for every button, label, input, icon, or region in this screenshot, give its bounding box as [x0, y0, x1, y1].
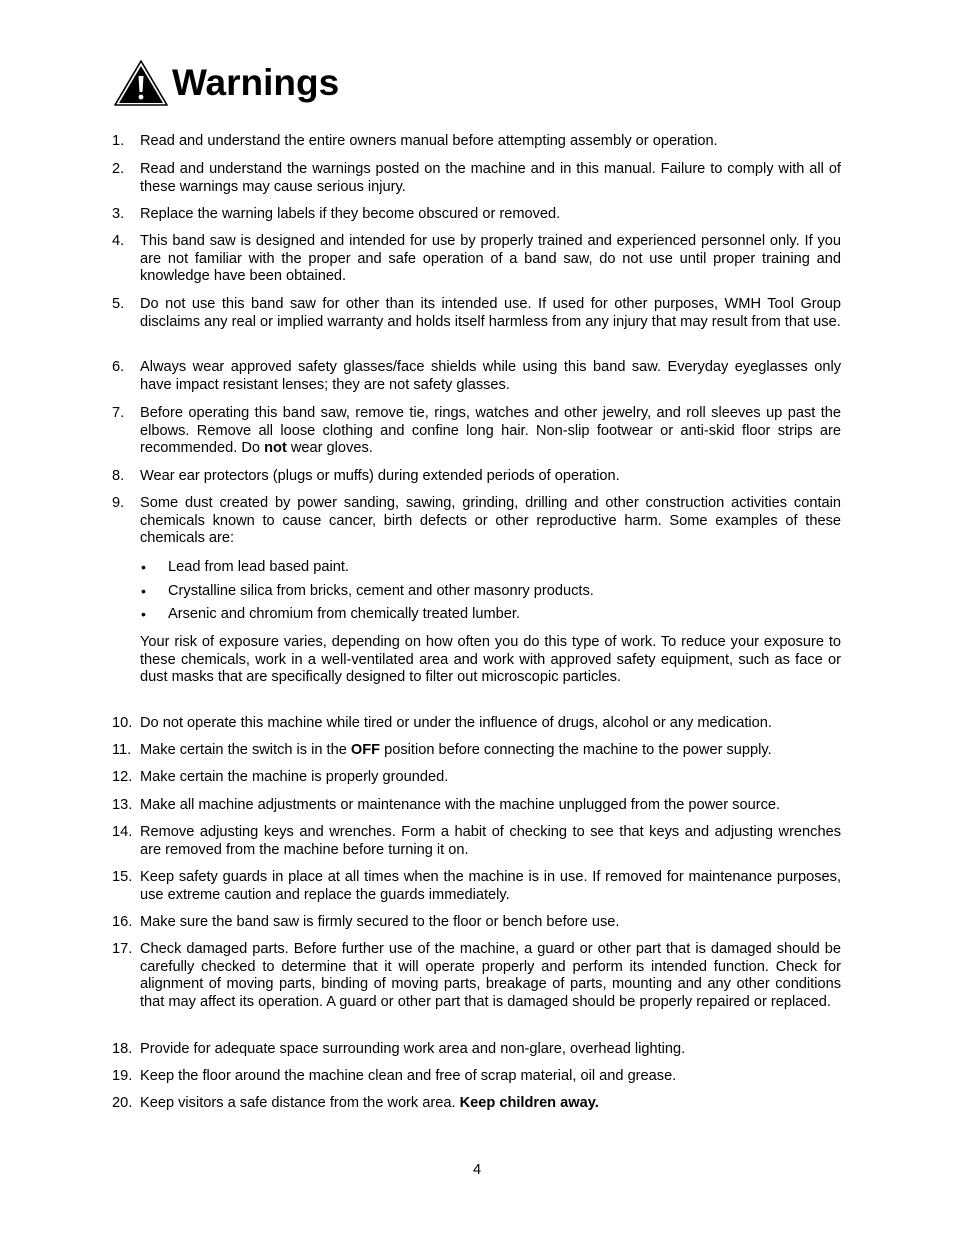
item-number: 4. [112, 233, 125, 249]
item-text-part: Keep visitors a safe distance from the work area. [140, 1095, 460, 1111]
item-number: 6. [112, 359, 125, 375]
item-text: Do not use this band saw for other than its intended use. If used for other purposes, WMH Tool Group disclaims any real or implied warranty and holds itself harmless from any injury that may result from that use. [140, 296, 841, 330]
bullet-icon: • [141, 559, 146, 575]
page-title: Warnings [172, 62, 340, 103]
warning-triangle-icon [114, 58, 170, 108]
item-text: This band saw is designed and intended for use by properly trained and experienced personnel only. If you are not familiar with the proper and safe operation of a band saw, do not use until proper training and knowledge have been obtained. [140, 233, 841, 285]
item-text [140, 1095, 841, 1113]
item-text-bold: Keep children away. [459, 1095, 599, 1111]
item-text: Read and understand the warnings posted on the machine and in this manual. Failure to comply with all of these warnings may cause serious injury. [140, 161, 841, 195]
item-number: 11. [112, 742, 132, 758]
item-number: 1. [112, 133, 125, 149]
item-number: 7. [112, 405, 125, 421]
item-text-part: position before connecting the machine to the power supply. [380, 742, 772, 758]
bullet-text: Lead from lead based paint. [168, 559, 349, 575]
item-text: Some dust created by power sanding, sawing, grinding, drilling and other construction activities contain chemicals known to cause cancer, birth defects or other reproductive harm. Some examples of these chemicals are: [140, 495, 841, 547]
item-number: 3. [112, 206, 125, 222]
item-number: 9. [112, 495, 125, 511]
bullet-icon: • [141, 606, 146, 622]
item-number: 13. [112, 797, 133, 813]
item-text: Wear ear protectors (plugs or muffs) during extended periods of operation. [140, 468, 620, 484]
item-number: 2. [112, 161, 125, 177]
item-text: Replace the warning labels if they become obscured or removed. [140, 206, 561, 222]
item-text: Always wear approved safety glasses/face shields while using this band saw. Everyday eyeglasses only have impact resistant lenses; they are not safety glasses. [140, 359, 841, 393]
item-number: 5. [112, 296, 125, 312]
item-number: 8. [112, 468, 125, 484]
item-text: Keep safety guards in place at all times when the machine is in use. If removed for maintenance purposes, use extreme caution and replace the guards immediately. [140, 869, 841, 903]
bullet-icon: • [141, 583, 146, 599]
item-text-bold: not [264, 440, 287, 457]
item-number: 20. [112, 1095, 133, 1111]
item-text: Make certain the machine is properly grounded. [140, 769, 449, 785]
item-text-bold: OFF [350, 742, 381, 758]
item-text: Provide for adequate space surrounding work area and non-glare, overhead lighting. [140, 1041, 686, 1057]
item-text-part: Make certain the switch is in the [140, 742, 351, 758]
item-text: Make all machine adjustments or maintenance with the machine unplugged from the power source. [140, 797, 781, 813]
item-text: Read and understand the entire owners manual before attempting assembly or operation. [140, 133, 718, 149]
item-number: 16. [112, 914, 133, 930]
item-number: 12. [112, 769, 133, 785]
item-number: 15. [112, 869, 133, 885]
item-text-part: Before operating this band saw, remove tie, rings, watches and other jewelry, and roll sleeves up past the elbows. Remove all loose clothing and confine long hair. Non-slip footwear or anti-skid floor strips are recommended. Do [140, 405, 841, 457]
item-number: 19. [112, 1068, 133, 1084]
item-text: Make sure the band saw is firmly secured to the floor or bench before use. [140, 914, 620, 930]
item-number: 14. [112, 824, 133, 840]
item-number: 10. [112, 715, 133, 731]
item-number: 17. [112, 941, 133, 957]
item-text: Do not operate this machine while tired or under the influence of drugs, alcohol or any medication. [140, 715, 772, 731]
item-text-part: wear gloves. [286, 440, 373, 457]
item-text: Keep the floor around the machine clean and free of scrap material, oil and grease. [140, 1068, 677, 1084]
bullet-text: Arsenic and chromium from chemically treated lumber. [168, 606, 521, 622]
bullet-text: Crystalline silica from bricks, cement and other masonry products. [168, 583, 594, 599]
item-number: 18. [112, 1041, 133, 1057]
item-text: Check damaged parts. Before further use of the machine, a guard or other part that is damaged should be carefully checked to determine that it will operate properly and perform its intended function. Check for alignment of moving parts, binding of moving parts, breakage of parts, mounting and any other conditions that may affect its operation. A guard or other part that is damaged should be properly repaired or replaced. [140, 941, 841, 1011]
page-header [114, 58, 339, 108]
exposure-paragraph: Your risk of exposure varies, depending on how often you do this type of work. To reduce your exposure to these chemicals, work in a well-ventilated area and work with approved safety equipment, such as face or dust masks that are specifically designed to filter out microscopic particles. [140, 634, 841, 686]
item-text [140, 405, 841, 458]
item-text: Remove adjusting keys and wrenches. Form a habit of checking to see that keys and adjusting wrenches are removed from the machine before turning it on. [140, 824, 841, 858]
item-text [140, 742, 841, 760]
page-number: 4 [472, 1162, 482, 1178]
